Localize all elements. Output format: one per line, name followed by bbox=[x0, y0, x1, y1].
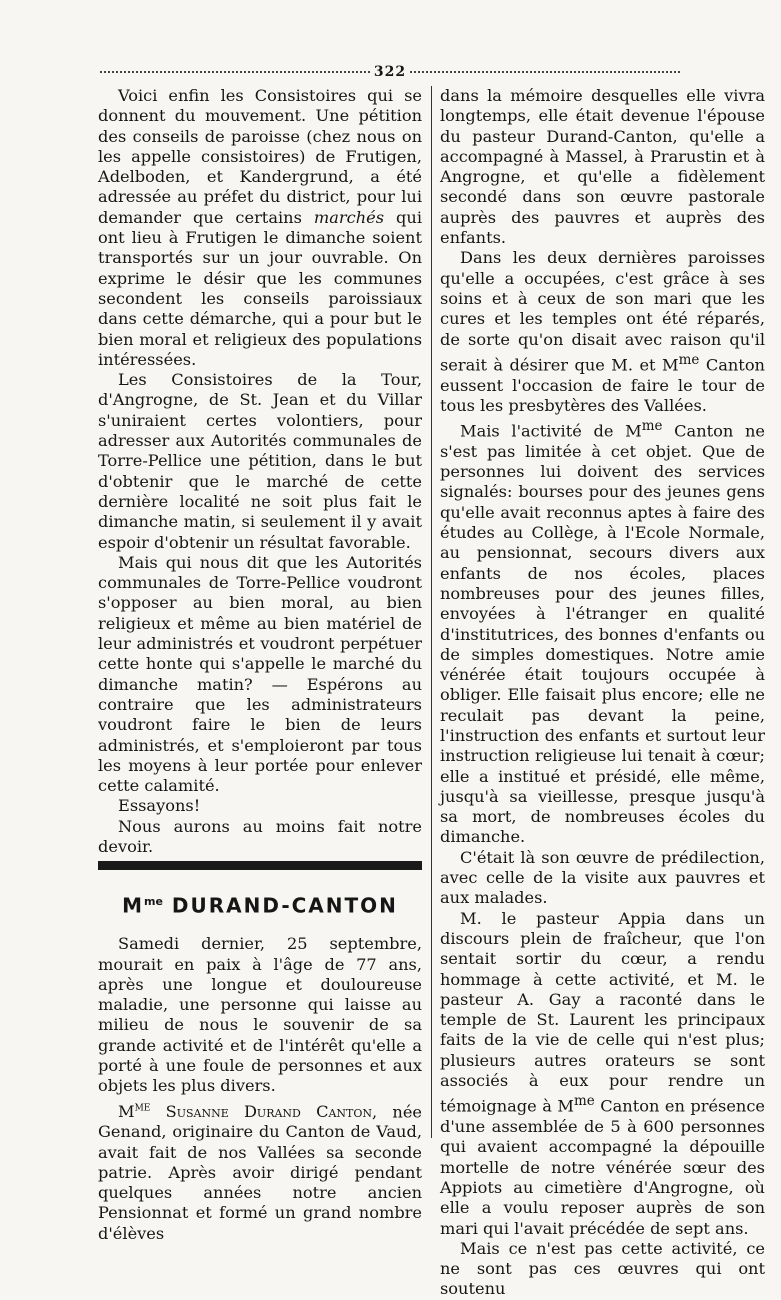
header-rule-left bbox=[100, 71, 370, 73]
italic-word: marchés bbox=[313, 207, 385, 227]
paragraph: $M^{me}$ Susanne Durand Canton, née Genand, originaire du Canton de Vaud, avait fait de nos Vallées sa seconde patrie. Après avoir dirigé pendant quelques années notre ancien Pensionnat et formé un grand nombre d'élèves bbox=[98, 1098, 422, 1243]
left-column bbox=[98, 86, 422, 1244]
article-title: $M^{me}$ DURAND-CANTON bbox=[122, 893, 398, 918]
paragraph: M. le pasteur Appia dans un discours plein de fraîcheur, que l'on sentait sortir du cœur, a rendu hommage à cette activité, et M. le pasteur A. Gay a raconté dans le temple de St. Laurent les principaux faits de la vie de celle qui n'est plus; plusieurs autres orateurs se sont associés à eux pour rendre un témoignage à $M^{me}$ Canton en présence d'une assemblée de 5 à 600 personnes qui avaient accompagné la dépouille mortelle de notre vénérée sœur des Appiots au cimetière d'Angrogne, où elle a voulu reposer auprès de son mari qui l'avait précédée de sept ans. bbox=[440, 908, 765, 1238]
paragraph: Mais qui nous dit que les Autorités communales de Torre-Pellice voudront s'opposer au bien moral, au bien religieux et même au bien matériel de leur administrés et voudront perpétuer cette honte qui s'appelle le marché du dimanche matin? — Espérons au contraire que les administrateurs voudront faire le bien de leurs administrés, et s'emploieront par tous les moyens à leur portée pour enlever cette calamité. bbox=[98, 552, 422, 796]
paragraph: C'était là son œuvre de prédilection, avec celle de la visite aux pauvres et aux malades. bbox=[440, 847, 765, 908]
right-column bbox=[440, 86, 765, 1300]
paragraph: Dans les deux dernières paroisses qu'elle a occupées, c'est grâce à ses soins et à ceux de son mari que les cures et les temples ont été réparés, de sorte qu'on disait avec raison qu'il serait à désirer que M. et $M^{me}$ Canton eussent l'occasion de faire le tour de tous les presbytères des Vallées. bbox=[440, 248, 765, 415]
paragraph: Samedi dernier, 25 septembre, mourait en paix à l'âge de 77 ans, après une longue et douloureuse maladie, une personne qui laisse au milieu de nous le souvenir de sa grande activité et de l'intérêt qu'elle a porté à une foule de personnes et aux objets les plus divers. bbox=[98, 934, 422, 1096]
column-divider bbox=[431, 86, 432, 1138]
person-name: $M^{me}$ Susanne Durand Canton bbox=[118, 1098, 373, 1121]
section-separator-bar bbox=[98, 861, 422, 870]
page-header bbox=[100, 62, 680, 82]
paragraph: Essayons! bbox=[118, 796, 201, 816]
header-rule-right bbox=[410, 71, 680, 73]
paragraph: dans la mémoire desquelles elle vivra longtemps, elle était devenue l'épouse du pasteur Durand-Canton, qu'elle a accompagné à Massel, à Prarustin et à Angrogne, et qu'elle a fidèlement secondé dans son œuvre pastorale auprès des pauvres et auprès des enfants. bbox=[440, 86, 765, 248]
paragraph: Voici enfin les Consistoires qui se donnent du mouvement. Une pétition des conseils de paroisse (chez nous on les appelle consistoires) de Frutigen, Adelboden, et Kandergrund, a été adressée au préfet du district, pour lui demander que certains marchés qui ont lieu à Frutigen le dimanche soient transportés sur un jour ouvrable. On exprime le désir que les communes secondent les conseils paroissiaux dans cette démarche, qui a pour but le bien moral et religieux des populations intéressées. bbox=[98, 86, 422, 369]
paragraph: Les Consistoires de la Tour, d'Angrogne, de St. Jean et du Villar s'uniraient certes volontiers, pour adresser aux Autorités communales de Torre-Pellice une pétition, dans le but d'obtenir que le marché de cette dernière localité ne soit plus fait le dimanche matin, si seulement il y avait espoir d'obtenir un résultat favorable. bbox=[98, 370, 422, 552]
paragraph: Mais l'activité de $M^{me}$ Canton ne s'est pas limitée à cet objet. Que de personnes lui doivent des services signalés: bourses pour des jeunes gens qu'elle avait reconnus aptes à faire des études au Collège, à l'Ecole Normale, au pensionnat, secours divers aux enfants de nos écoles, places nombreuses pour des jeunes filles, envoyées à l'étranger en qualité d'institutrices, des bonnes d'enfants ou de simples domestiques. Notre amie vénérée était toujours occupée à obliger. Elle faisait plus encore; elle ne reculait pas devant la peine, l'instruction des enfants et surtout leur instruction religieuse lui tenait à cœur; elle a institué et présidé, elle même, jusqu'à sa vieillesse, presque jusqu'à sa mort, de nombreuses écoles du dimanche. bbox=[440, 418, 765, 847]
paragraph: Mais ce n'est pas cette activité, ce ne sont pas ces œuvres qui ont soutenu bbox=[440, 1238, 765, 1299]
paragraph: Nous aurons au moins fait notre devoir. bbox=[98, 816, 422, 856]
page-number: 322 bbox=[373, 64, 407, 80]
